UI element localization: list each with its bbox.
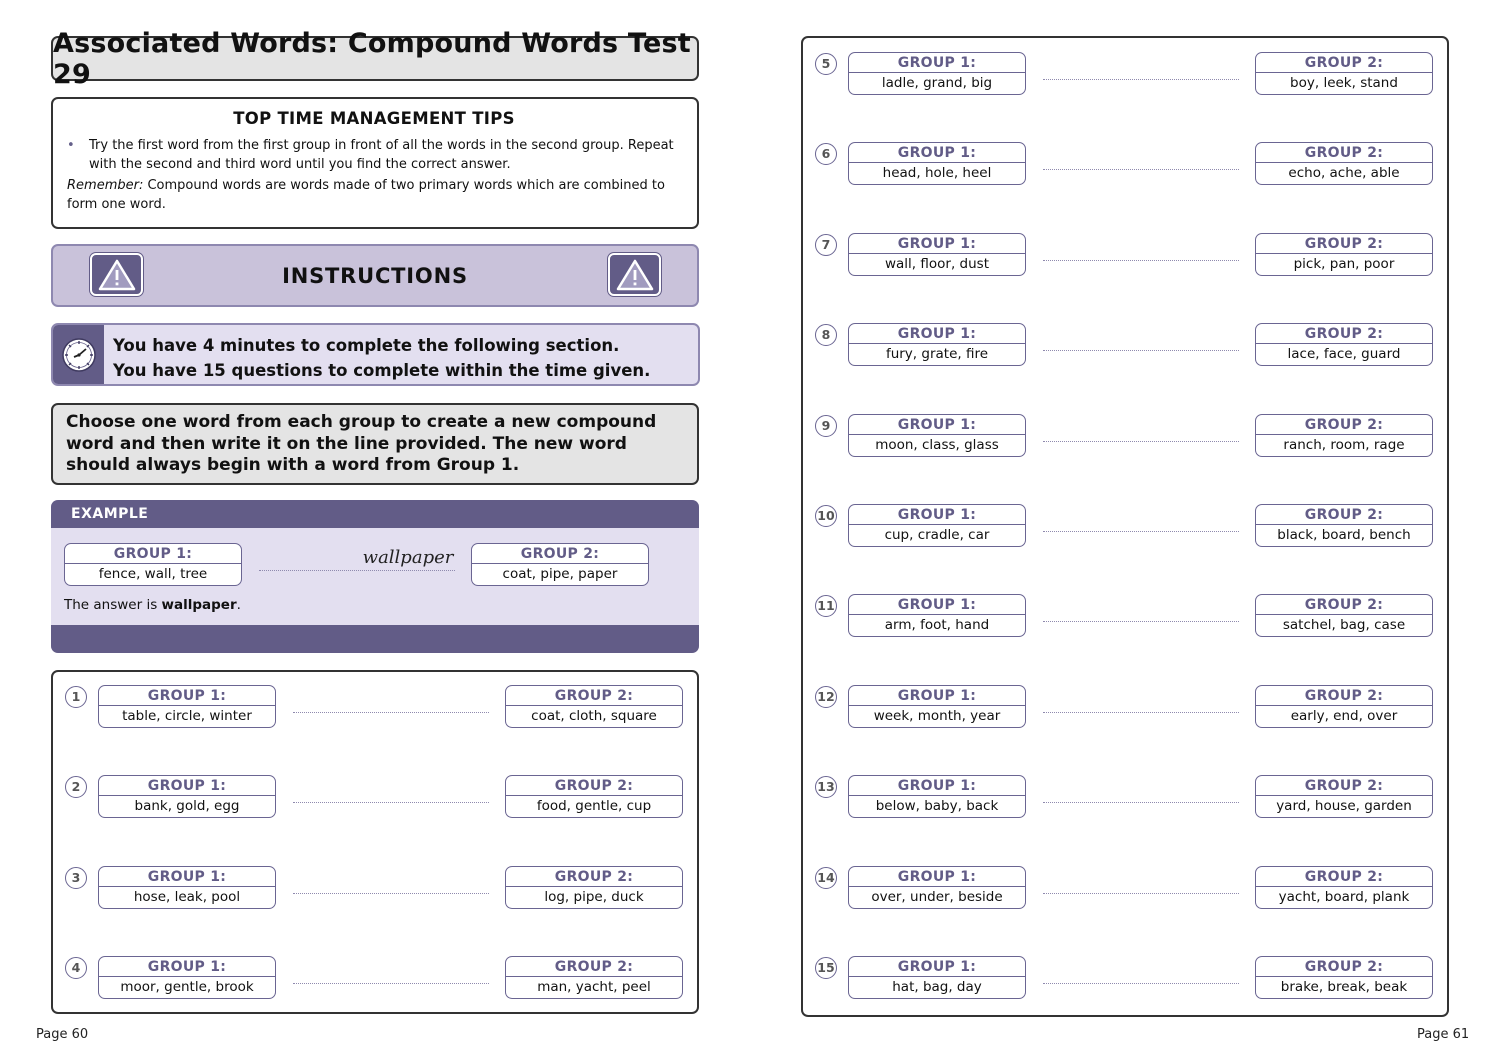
- group2-label: GROUP 2:: [1256, 957, 1432, 977]
- group2-words: man, yacht, peel: [537, 978, 651, 995]
- time-line-minutes: You have 4 minutes to complete the following section.: [113, 336, 620, 355]
- question-number: 5: [815, 53, 837, 75]
- group1-label: GROUP 1:: [849, 595, 1025, 615]
- question-number: 4: [65, 957, 87, 979]
- group1-label: GROUP 1:: [99, 776, 275, 796]
- group2-box: [1255, 775, 1433, 818]
- group1-box: [98, 956, 276, 999]
- group1-box: [848, 685, 1026, 728]
- group2-box: [1255, 323, 1433, 366]
- group1-words: below, baby, back: [875, 798, 999, 815]
- instructions-banner: [51, 244, 699, 307]
- group2-words: pick, pan, poor: [1293, 255, 1395, 272]
- tips-bullet-item: [67, 136, 681, 174]
- group1-label: GROUP 1:: [99, 957, 275, 977]
- group1-words: fence, wall, tree: [98, 566, 208, 582]
- group1-label: GROUP 1:: [849, 686, 1025, 706]
- question-number: 1: [65, 686, 87, 708]
- group1-box: [848, 866, 1026, 909]
- question-number: 15: [815, 957, 837, 979]
- tips-remember: [67, 176, 681, 214]
- group2-label: GROUP 2:: [1256, 143, 1432, 163]
- warning-triangle-icon: [608, 253, 661, 296]
- group1-words: week, month, year: [873, 707, 1001, 724]
- page-title: Associated Words: Compound Words Test 29: [51, 36, 699, 81]
- warning-triangle-icon: [90, 253, 143, 296]
- group2-box: [505, 685, 683, 728]
- example-footer-bar: [51, 625, 699, 653]
- group1-words: bank, gold, egg: [134, 798, 240, 815]
- group2-words: yacht, board, plank: [1278, 888, 1410, 905]
- group2-label: GROUP 2:: [1256, 53, 1432, 73]
- group2-label: GROUP 2:: [506, 957, 682, 977]
- group1-label: GROUP 1:: [849, 53, 1025, 73]
- remember-text: Compound words are words made of two primary words which are combined to form one word.: [67, 178, 665, 212]
- question-number: 13: [815, 776, 837, 798]
- answer-line[interactable]: [293, 983, 489, 984]
- answer-line[interactable]: [1043, 802, 1239, 803]
- group2-words: satchel, bag, case: [1282, 617, 1406, 634]
- group2-label: GROUP 2:: [1256, 234, 1432, 254]
- group2-box: [1255, 685, 1433, 728]
- group1-box: [848, 233, 1026, 276]
- group2-label: GROUP 2:: [506, 867, 682, 887]
- group2-box: [505, 956, 683, 999]
- stopwatch-icon: [53, 325, 104, 384]
- group2-box: [1255, 52, 1433, 95]
- group1-words: head, hole, heel: [882, 165, 992, 182]
- group1-label: GROUP 1:: [849, 143, 1025, 163]
- group2-box: [1255, 956, 1433, 999]
- tips-panel: [51, 97, 699, 229]
- group1-label: GROUP 1:: [849, 867, 1025, 887]
- group2-words: black, board, bench: [1277, 527, 1411, 543]
- group2-label: GROUP 2:: [1256, 324, 1432, 344]
- group1-label: GROUP 1:: [849, 324, 1025, 344]
- group2-box: [505, 775, 683, 818]
- group1-box: [848, 775, 1026, 818]
- group2-words: coat, pipe, paper: [502, 566, 618, 582]
- group2-label: GROUP 2:: [1256, 505, 1432, 525]
- group1-words: moon, class, glass: [875, 436, 999, 453]
- answer-line[interactable]: [1043, 169, 1239, 170]
- group1-label: GROUP 1:: [65, 544, 241, 564]
- question-number: 8: [815, 324, 837, 346]
- bullet-dot: •: [67, 138, 75, 153]
- answer-line[interactable]: [1043, 983, 1239, 984]
- group1-words: hat, bag, day: [892, 979, 982, 995]
- group2-label: GROUP 2:: [1256, 867, 1432, 887]
- answer-line[interactable]: [1043, 79, 1239, 80]
- example-answer-sentence: [64, 597, 241, 613]
- group1-words: ladle, grand, big: [881, 75, 993, 91]
- remember-label: Remember:: [67, 178, 144, 193]
- time-line-questions: You have 15 questions to complete within the time given.: [113, 361, 651, 380]
- group2-label: GROUP 2:: [506, 686, 682, 706]
- group2-words: early, end, over: [1290, 707, 1398, 724]
- group1-box: [98, 685, 276, 728]
- group1-box: [98, 866, 276, 909]
- group2-box: [505, 866, 683, 909]
- page-number-left: Page 60: [36, 1027, 89, 1042]
- group1-label: GROUP 1:: [849, 505, 1025, 525]
- group1-words: fury, grate, fire: [885, 346, 989, 363]
- group2-box: [1255, 414, 1433, 457]
- example-group2-box: [471, 543, 649, 586]
- group2-box: [1255, 866, 1433, 909]
- group1-box: [848, 414, 1026, 457]
- group2-box: [1255, 142, 1433, 185]
- answer-line[interactable]: [293, 802, 489, 803]
- group2-label: GROUP 2:: [1256, 686, 1432, 706]
- group1-box: [848, 52, 1026, 95]
- example-heading: EXAMPLE: [51, 500, 699, 528]
- group1-label: GROUP 1:: [99, 686, 275, 706]
- group2-words: echo, ache, able: [1288, 165, 1400, 182]
- group2-label: GROUP 2:: [472, 544, 648, 564]
- group1-box: [98, 775, 276, 818]
- question-number: 2: [65, 776, 87, 798]
- group1-words: moor, gentle, brook: [120, 978, 254, 995]
- group2-box: [1255, 594, 1433, 637]
- question-number: 7: [815, 234, 837, 256]
- group1-box: [848, 142, 1026, 185]
- group2-words: brake, break, beak: [1280, 979, 1408, 995]
- group2-words: coat, cloth, square: [531, 708, 657, 724]
- answer-bold: wallpaper: [161, 597, 237, 613]
- group2-words: yard, house, garden: [1276, 798, 1412, 815]
- answer-line[interactable]: [293, 712, 489, 713]
- answer-line[interactable]: [1043, 260, 1239, 261]
- example-answer-line: [259, 570, 455, 571]
- answer-line[interactable]: [1043, 531, 1239, 532]
- group1-words: table, circle, winter: [122, 708, 252, 724]
- group1-words: arm, foot, hand: [884, 617, 990, 634]
- time-text: [113, 333, 650, 383]
- group1-box: [848, 594, 1026, 637]
- group1-box: [848, 323, 1026, 366]
- task-instructions: Choose one word from each group to create a new compound word and then write it on the line provided. The new word should always begin with a word from Group 1.: [51, 403, 699, 485]
- example-group1-box: [64, 543, 242, 586]
- group1-label: GROUP 1:: [849, 957, 1025, 977]
- group2-words: boy, leek, stand: [1290, 75, 1398, 91]
- group1-words: hose, leak, pool: [133, 888, 241, 905]
- question-number: 6: [815, 143, 837, 165]
- answer-line[interactable]: [1043, 441, 1239, 442]
- group2-words: log, pipe, duck: [544, 888, 644, 905]
- tips-bullet-text: Try the first word from the first group in front of all the words in the second group. Repeat with the second and third word until you find the correct answer.: [89, 138, 674, 172]
- group1-box: [848, 504, 1026, 547]
- group1-words: over, under, beside: [871, 888, 1003, 905]
- group2-words: lace, face, guard: [1287, 346, 1401, 363]
- answer-line[interactable]: [1043, 621, 1239, 622]
- answer-prefix: The answer is: [64, 597, 162, 613]
- question-number: 3: [65, 867, 87, 889]
- answer-line[interactable]: [1043, 893, 1239, 894]
- group2-label: GROUP 2:: [1256, 415, 1432, 435]
- answer-line[interactable]: [293, 893, 489, 894]
- group1-label: GROUP 1:: [849, 415, 1025, 435]
- question-number: 12: [815, 686, 837, 708]
- answer-suffix: .: [236, 597, 241, 613]
- group2-box: [1255, 504, 1433, 547]
- example-written-answer: wallpaper: [362, 547, 454, 568]
- group1-label: GROUP 1:: [99, 867, 275, 887]
- group2-box: [1255, 233, 1433, 276]
- question-number: 11: [815, 595, 837, 617]
- group2-words: food, gentle, cup: [536, 798, 652, 815]
- question-number: 9: [815, 415, 837, 437]
- question-number: 14: [815, 867, 837, 889]
- tips-heading: TOP TIME MANAGEMENT TIPS: [233, 109, 515, 128]
- question-number: 10: [815, 505, 837, 527]
- group1-words: wall, floor, dust: [884, 255, 989, 272]
- answer-line[interactable]: [1043, 350, 1239, 351]
- group1-words: cup, cradle, car: [884, 527, 990, 543]
- time-limit-box: [51, 323, 700, 386]
- group2-label: GROUP 2:: [1256, 595, 1432, 615]
- group1-box: [848, 956, 1026, 999]
- example-panel: [51, 500, 699, 653]
- instructions-heading: INSTRUCTIONS: [282, 263, 468, 288]
- group2-label: GROUP 2:: [506, 776, 682, 796]
- group1-label: GROUP 1:: [849, 234, 1025, 254]
- group2-label: GROUP 2:: [1256, 776, 1432, 796]
- group2-words: ranch, room, rage: [1283, 436, 1405, 453]
- group1-label: GROUP 1:: [849, 776, 1025, 796]
- page-number-right: Page 61: [1417, 1027, 1470, 1042]
- answer-line[interactable]: [1043, 712, 1239, 713]
